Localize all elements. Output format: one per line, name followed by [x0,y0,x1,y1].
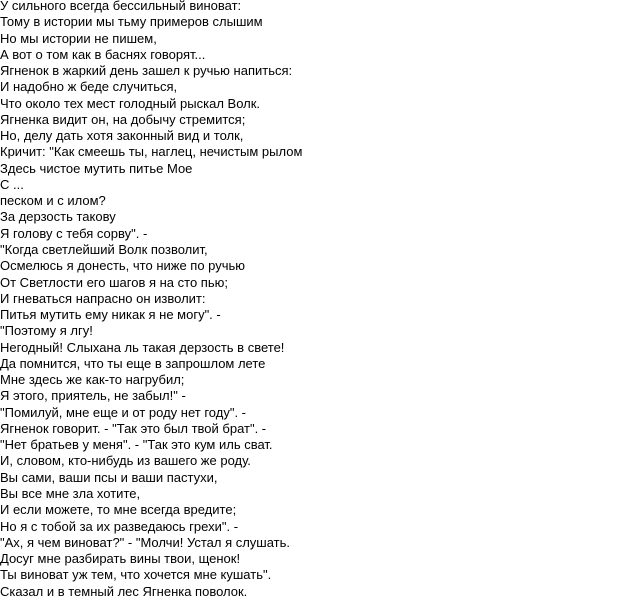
text-line: С ... [0,176,24,192]
text-line: Но мы истории не пишем, [0,30,157,46]
text-line: Кричит: "Как смеешь ты, наглец, нечистым рылом [0,144,303,160]
text-line: Питья мутить ему никак я не могу". - [0,307,221,323]
text-line: От Светлости его шагов я на сто пью; [0,274,228,290]
text-line: Что около тех мест голодный рыскал Волк. [0,95,261,111]
text-line: "Нет братьев у меня". - "Так это кум иль сват. [0,437,273,453]
text-line: Сказал и в темный лес Ягненка поволок. [0,583,248,599]
text-line: И если можете, то мне всегда вредите; [0,502,237,518]
text-line: Здесь чистое мутить питье Мое [0,160,193,176]
text-line: Вы все мне зла хотите, [0,485,141,501]
fable-text [0,0,302,600]
text-line: "Поэтому я лгу! [0,323,93,339]
text-line: "Когда светлейший Волк позволит, [0,241,208,257]
text-line: Ягненок говорит. - "Так это был твой брат". - [0,420,267,436]
text-line: "Ах, я чем виноват?" - "Молчи! Устал я слушать. [0,534,291,550]
text-line: И надобно ж беде случиться, [0,79,178,95]
text-line: Досуг мне разбирать вины твои, щенок! [0,551,241,567]
text-line: Негодный! Слыхана ль такая дерзость в свете! [0,339,285,355]
text-line: "Помилуй, мне еще и от роду нет году". - [0,404,246,420]
text-line: И гневаться напрасно он изволит: [0,290,206,306]
text-line: Да помнится, что ты еще в запрошлом лете [0,355,266,371]
text-line: У сильного всегда бессильный виноват: [0,0,242,13]
text-line: А вот о том как в баснях говорят... [0,46,206,62]
text-line: Ты виноват уж тем, что хочется мне кушать". [0,567,272,583]
text-line: И, словом, кто-нибудь из вашего же роду. [0,453,251,469]
text-line: Вы сами, ваши псы и ваши пастухи, [0,469,218,485]
text-line: Я голову с тебя сорву". - [0,225,148,241]
text-line: Я этого, приятель, не забыл!" - [0,388,186,404]
text-line: песком и с илом? [0,193,106,209]
text-line: Но, делу дать хотя законный вид и толк, [0,128,244,144]
text-line: Ягненка видит он, на добычу стремится; [0,111,246,127]
text-line: За дерзость такову [0,209,116,225]
text-line: Мне здесь же как-то нагрубил; [0,372,185,388]
text-line: Ягненок в жаркий день зашел к ручью напиться: [0,63,293,79]
text-line: Тому в истории мы тьму примеров слышим [0,14,263,30]
text-line: Но я с тобой за их разведаюсь грехи". - [0,518,239,534]
text-line: Осмелюсь я донесть, что ниже по ручью [0,258,246,274]
